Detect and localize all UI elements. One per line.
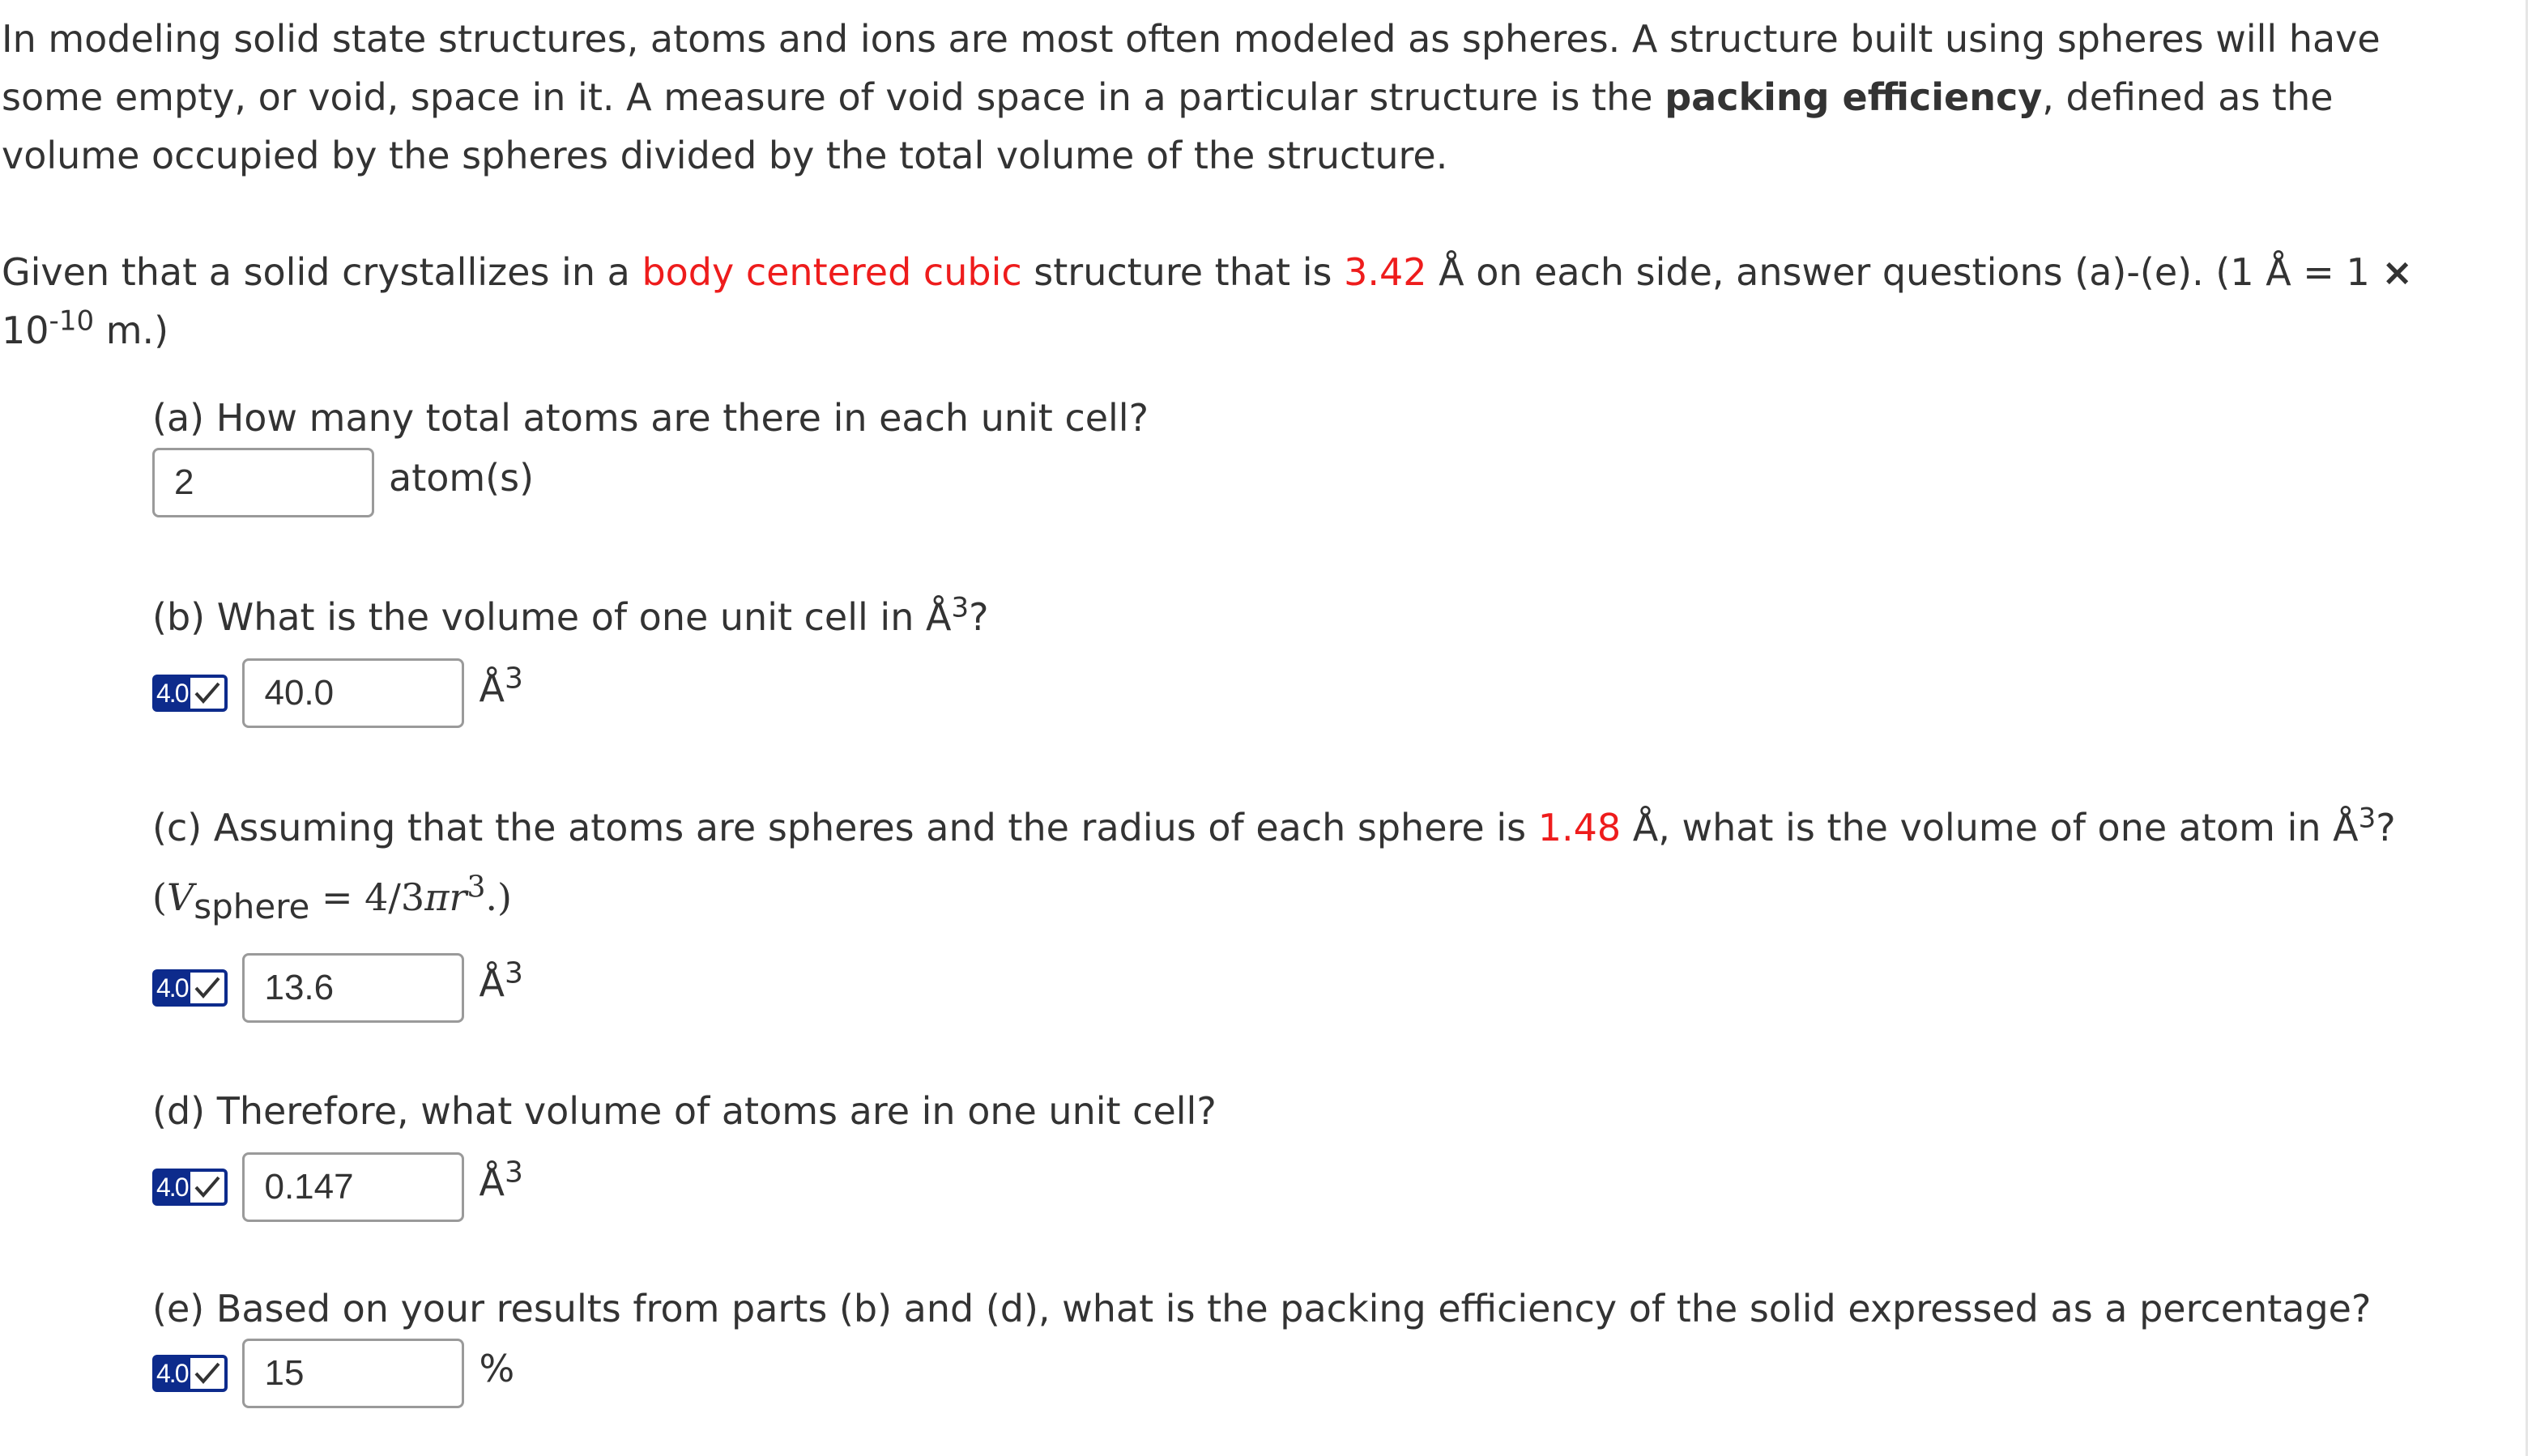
unit-exponent: 3 — [504, 662, 523, 696]
radius-value: 1.48 — [1537, 806, 1622, 849]
part-d-answer-row — [152, 1152, 523, 1223]
formula-part: V — [166, 875, 194, 919]
score-badge — [152, 1355, 228, 1392]
question-text: ? — [969, 595, 989, 639]
check-icon — [190, 1169, 228, 1206]
part-e-answer-row — [152, 1338, 514, 1409]
unit-exponent: 3 — [504, 956, 523, 990]
check-icon — [190, 969, 228, 1007]
exponent: -10 — [49, 304, 95, 338]
part-a-question: (a) How many total atoms are there in each unit cell? — [152, 396, 1149, 440]
part-d-unit — [479, 1153, 522, 1211]
formula-part: r — [449, 875, 467, 919]
formula-subscript: sphere — [194, 887, 310, 927]
check-icon — [190, 1355, 228, 1392]
edge-length-value: 3.42 — [1344, 250, 1427, 294]
score-value: 4.0 — [152, 969, 190, 1007]
intro-text-end: , defined as the volume occupied by the spheres divided by the total volume of the structure. — [2, 75, 2334, 177]
formula-part: ( — [152, 875, 167, 919]
part-e-unit: % — [479, 1347, 515, 1390]
exponent: 3 — [951, 591, 970, 624]
part-c-question — [152, 798, 2396, 857]
given-paragraph — [2, 243, 2464, 360]
part-c-answer-row — [152, 952, 523, 1024]
check-icon — [190, 675, 228, 712]
part-a-unit: atom(s) — [389, 456, 535, 500]
unit-symbol: Å — [479, 666, 505, 710]
formula-exponent: 3 — [467, 871, 486, 905]
given-text: Given that a solid crystallizes in a — [2, 250, 642, 294]
part-e-question: (e) Based on your results from parts (b) and (d), what is the packing efficiency of the solid expressed as a percentage? — [152, 1287, 2372, 1330]
part-e-answer-input[interactable] — [242, 1339, 464, 1408]
unit-symbol: Å — [479, 1160, 505, 1204]
part-c-answer-input[interactable] — [242, 953, 464, 1023]
unit-exponent: 3 — [504, 1156, 523, 1190]
part-c-unit — [479, 954, 522, 1012]
sphere-volume-formula — [152, 868, 512, 926]
formula-part: π — [424, 875, 450, 919]
formula-part: .) — [485, 875, 512, 919]
score-badge — [152, 675, 228, 712]
part-b-unit — [479, 659, 522, 717]
given-text: Å on each side, answer questions (a)-(e). (1 Å = 1 — [1426, 250, 2382, 294]
page-edge-divider — [2526, 0, 2528, 1456]
unit-symbol: Å — [479, 961, 505, 1005]
given-text: structure that is — [1021, 250, 1345, 294]
part-b-answer-input[interactable] — [242, 658, 464, 728]
score-value: 4.0 — [152, 1355, 190, 1392]
question-text: Å, what is the volume of one atom in Å — [1621, 806, 2359, 849]
packing-efficiency-term: packing efficiency — [1665, 75, 2043, 119]
score-badge — [152, 1169, 228, 1206]
given-text: 10 — [2, 309, 49, 352]
part-d-answer-input[interactable] — [242, 1152, 464, 1222]
question-text: (b) What is the volume of one unit cell in Å — [152, 595, 952, 639]
given-text: m.) — [94, 309, 169, 352]
times-sign: × — [2381, 250, 2413, 294]
question-text: ? — [2376, 806, 2396, 849]
question-text: (c) Assuming that the atoms are spheres and the radius of each sphere is — [152, 806, 1538, 849]
score-value: 4.0 — [152, 675, 190, 712]
exponent: 3 — [2358, 802, 2376, 835]
score-badge — [152, 969, 228, 1007]
score-value: 4.0 — [152, 1169, 190, 1206]
part-a-answer-row — [152, 447, 534, 518]
part-a-answer-input[interactable] — [152, 448, 374, 517]
structure-type: body centered cubic — [642, 250, 1022, 294]
part-b-question — [152, 588, 989, 646]
intro-paragraph — [2, 10, 2464, 185]
part-d-question: (d) Therefore, what volume of atoms are in one unit cell? — [152, 1089, 1217, 1133]
formula-part: = 4/3 — [309, 875, 425, 919]
intro-text: In modeling solid state structures, atoms and ions are most often modeled as spheres. A structure built using spheres will have some empty, or void, space in it. A measure of void space in a particular structure is the — [2, 17, 2381, 119]
part-b-answer-row — [152, 658, 523, 729]
